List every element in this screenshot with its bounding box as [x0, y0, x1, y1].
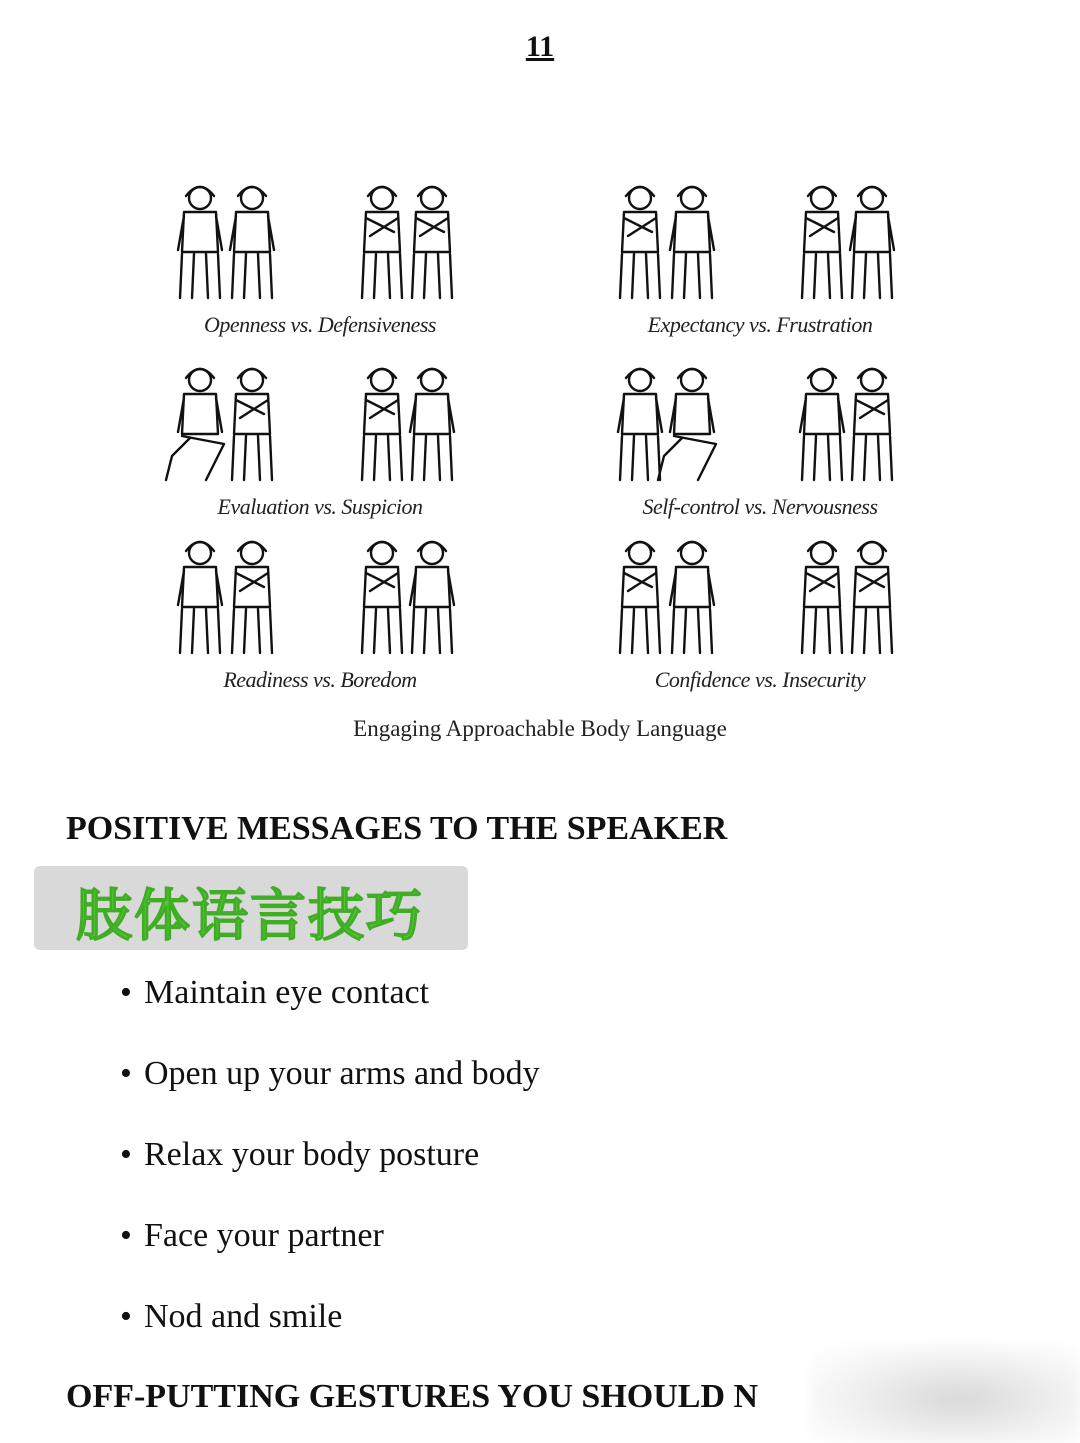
list-item-text: Open up your arms and body: [144, 1055, 540, 1092]
bullet-icon: •: [120, 1217, 132, 1254]
seated-person-drawing: [232, 542, 272, 653]
list-item: [120, 1213, 540, 1294]
list-item: [120, 970, 540, 1051]
figure-panel-evaluation: [160, 352, 480, 522]
seated-person-drawing: [412, 187, 452, 298]
illustration-seated-figures: [600, 352, 920, 492]
page-number: 11: [525, 30, 555, 63]
list-item-text: Nod and smile: [144, 1298, 343, 1335]
figure-caption: Confidence vs. Insecurity: [654, 667, 866, 692]
figure-caption: Self-control vs. Nervousness: [642, 494, 878, 519]
seated-person-drawing: [852, 369, 892, 480]
seated-person-drawing: [802, 187, 842, 298]
seated-person-drawing: [802, 542, 842, 653]
seated-person-drawing: [670, 187, 714, 298]
figure-panel-expectancy: [600, 170, 920, 340]
illustration-seated-figures: [160, 170, 480, 310]
seated-person-drawing: [362, 187, 402, 298]
overlay-title: 肢体语言技巧: [76, 884, 424, 949]
figure-panel-openness: [160, 170, 480, 340]
illustration-seated-figures: [160, 525, 480, 665]
seated-person-drawing: [410, 369, 454, 480]
seated-person-drawing: [620, 187, 660, 298]
list-item: [120, 1132, 540, 1213]
seated-person-drawing: [166, 369, 224, 480]
section-heading-positive: POSITIVE MESSAGES TO THE SPEAKER: [66, 810, 728, 847]
seated-person-drawing: [230, 187, 274, 298]
positive-messages-list: [120, 970, 540, 1375]
overlay-banner: [34, 866, 468, 950]
figure-title: Engaging Approachable Body Language: [353, 716, 727, 741]
figure-caption: Openness vs. Defensiveness: [204, 312, 436, 337]
section-heading-offputting: OFF-PUTTING GESTURES YOU SHOULD N: [66, 1378, 759, 1415]
seated-person-drawing: [658, 369, 716, 480]
figure-panel-confidence: [600, 525, 920, 695]
seated-person-drawing: [620, 542, 660, 653]
seated-person-drawing: [362, 542, 402, 653]
seated-person-drawing: [232, 369, 272, 480]
seated-person-drawing: [178, 542, 222, 653]
seated-person-drawing: [410, 542, 454, 653]
list-item-text: Maintain eye contact: [144, 974, 430, 1011]
figure-caption: Expectancy vs. Frustration: [647, 312, 873, 337]
list-item-text: Face your partner: [144, 1217, 384, 1254]
seated-person-drawing: [852, 542, 892, 653]
bullet-icon: •: [120, 974, 132, 1011]
seated-person-drawing: [850, 187, 894, 298]
list-item-text: Relax your body posture: [144, 1136, 480, 1173]
seated-person-drawing: [362, 369, 402, 480]
seated-person-drawing: [618, 369, 662, 480]
bullet-icon: •: [120, 1136, 132, 1173]
figure-caption: Readiness vs. Boredom: [223, 667, 417, 692]
figure-caption: Evaluation vs. Suspicion: [217, 494, 423, 519]
seated-person-drawing: [670, 542, 714, 653]
figure-panel-readiness: [160, 525, 480, 695]
list-item: [120, 1051, 540, 1132]
body-language-figure: [160, 170, 920, 760]
seated-person-drawing: [178, 187, 222, 298]
blur-redaction: [810, 1345, 1080, 1443]
illustration-seated-figures: [160, 352, 480, 492]
bullet-icon: •: [120, 1298, 132, 1335]
bullet-icon: •: [120, 1055, 132, 1092]
seated-person-drawing: [800, 369, 844, 480]
figure-panel-self-control: [600, 352, 920, 522]
illustration-seated-figures: [600, 525, 920, 665]
illustration-seated-figures: [600, 170, 920, 310]
list-item: [120, 1294, 540, 1375]
